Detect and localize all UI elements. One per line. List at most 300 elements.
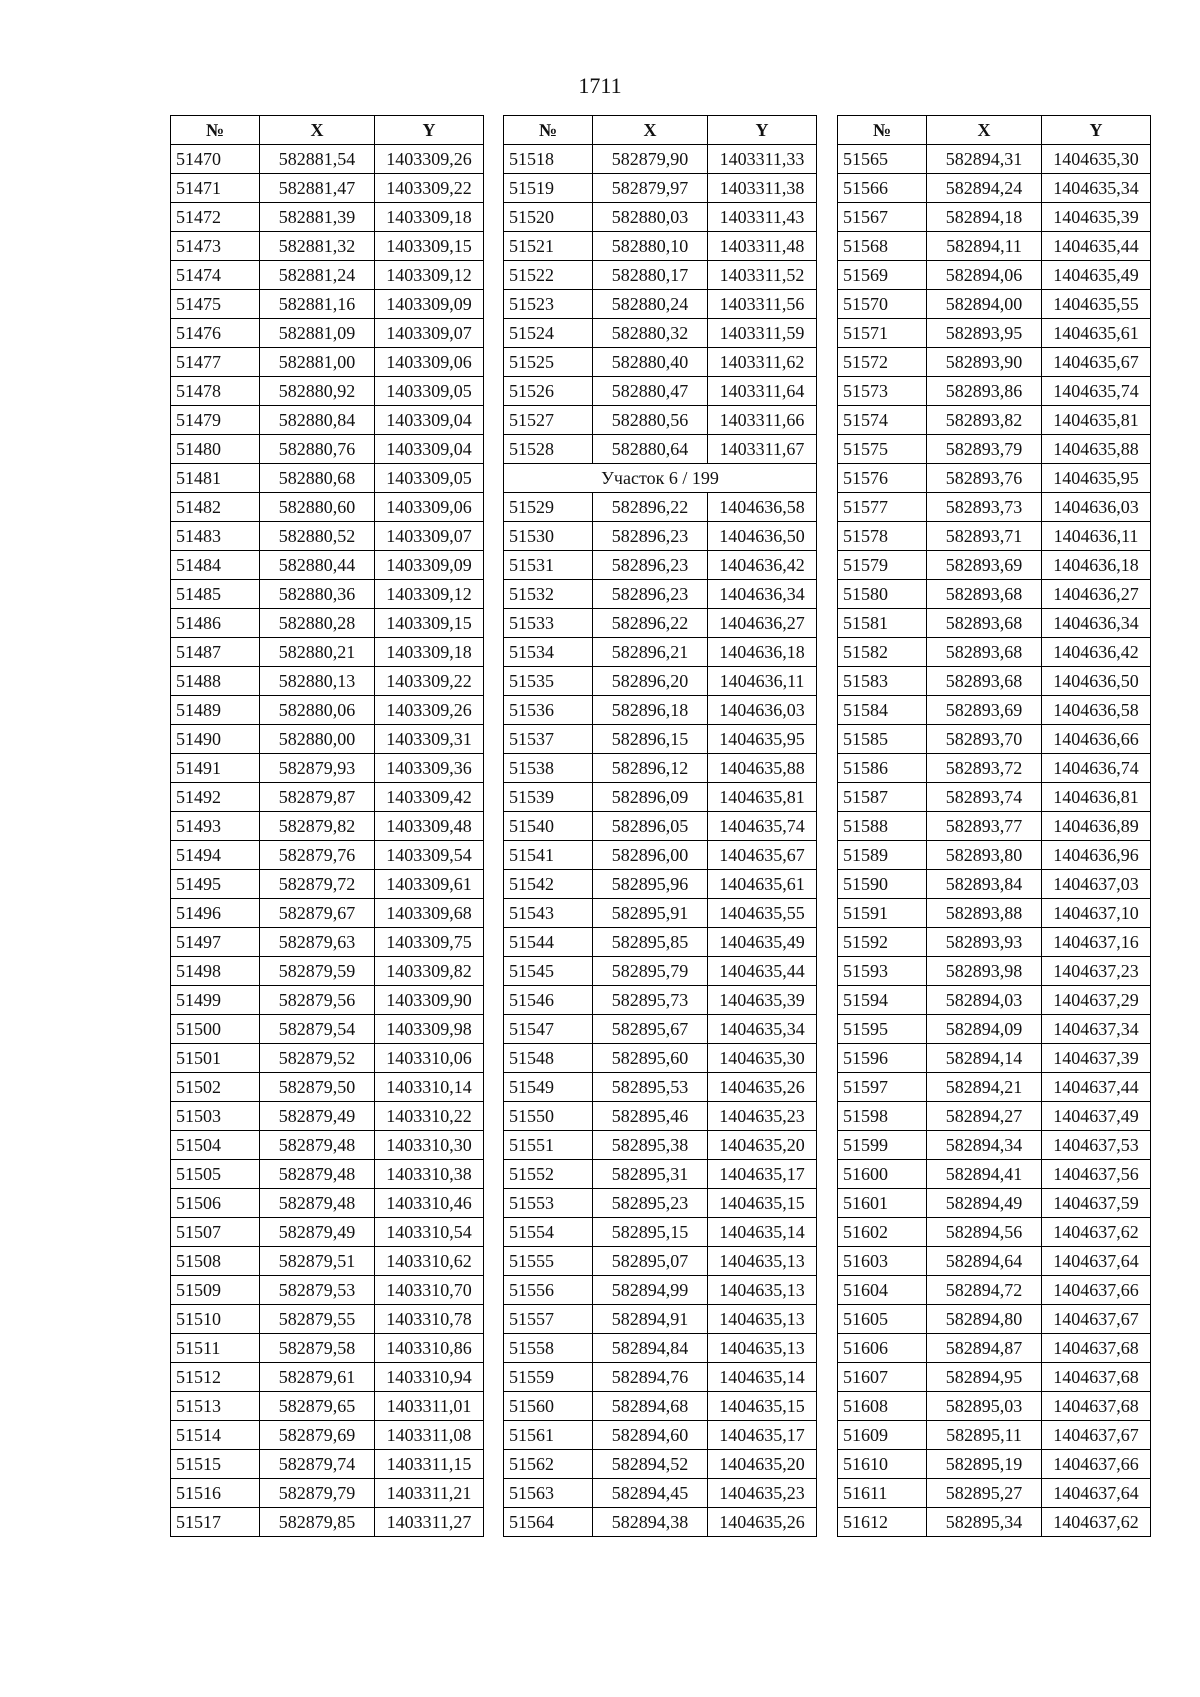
x-coordinate: 582893,68 — [927, 609, 1042, 638]
x-coordinate: 582894,52 — [593, 1450, 708, 1479]
x-coordinate: 582893,79 — [927, 435, 1042, 464]
header-row — [171, 116, 484, 145]
y-coordinate: 1404635,88 — [708, 754, 817, 783]
point-number: 51526 — [504, 377, 593, 406]
x-coordinate: 582879,85 — [260, 1508, 375, 1537]
y-coordinate: 1403310,06 — [375, 1044, 484, 1073]
table-row — [171, 1479, 484, 1508]
table-row — [504, 870, 817, 899]
table-row — [504, 696, 817, 725]
table-row — [171, 1102, 484, 1131]
point-number: 51580 — [838, 580, 927, 609]
x-coordinate: 582895,96 — [593, 870, 708, 899]
y-coordinate: 1404635,44 — [708, 957, 817, 986]
x-coordinate: 582881,47 — [260, 174, 375, 203]
x-coordinate: 582893,77 — [927, 812, 1042, 841]
y-coordinate: 1403309,09 — [375, 290, 484, 319]
x-coordinate: 582880,13 — [260, 667, 375, 696]
table-body — [838, 145, 1151, 1537]
point-number: 51538 — [504, 754, 593, 783]
header-y: Y — [1042, 116, 1151, 145]
y-coordinate: 1403309,15 — [375, 609, 484, 638]
y-coordinate: 1404635,15 — [708, 1392, 817, 1421]
page-number: 1711 — [578, 73, 622, 98]
x-coordinate: 582893,88 — [927, 899, 1042, 928]
point-number: 51505 — [171, 1160, 260, 1189]
x-coordinate: 582895,34 — [927, 1508, 1042, 1537]
table-row — [171, 1363, 484, 1392]
y-coordinate: 1403311,67 — [708, 435, 817, 464]
coordinate-table-2 — [503, 115, 817, 1537]
y-coordinate: 1404635,17 — [708, 1421, 817, 1450]
point-number: 51571 — [838, 319, 927, 348]
section-label: Участок 6 / 199 — [504, 464, 817, 493]
x-coordinate: 582895,60 — [593, 1044, 708, 1073]
x-coordinate: 582894,14 — [927, 1044, 1042, 1073]
y-coordinate: 1403310,94 — [375, 1363, 484, 1392]
y-coordinate: 1404636,03 — [708, 696, 817, 725]
x-coordinate: 582895,53 — [593, 1073, 708, 1102]
y-coordinate: 1404635,74 — [1042, 377, 1151, 406]
table-row — [838, 1392, 1151, 1421]
header-x: X — [927, 116, 1042, 145]
x-coordinate: 582893,82 — [927, 406, 1042, 435]
table-row — [171, 493, 484, 522]
table-row — [838, 899, 1151, 928]
x-coordinate: 582879,76 — [260, 841, 375, 870]
table-row — [504, 1247, 817, 1276]
y-coordinate: 1403310,86 — [375, 1334, 484, 1363]
y-coordinate: 1404636,58 — [708, 493, 817, 522]
table-row — [171, 1218, 484, 1247]
table-row — [171, 667, 484, 696]
section-row — [504, 464, 817, 493]
header-row — [504, 116, 817, 145]
coordinate-table-3 — [837, 115, 1151, 1537]
point-number: 51536 — [504, 696, 593, 725]
point-number: 51488 — [171, 667, 260, 696]
y-coordinate: 1403311,52 — [708, 261, 817, 290]
table-row — [171, 290, 484, 319]
point-number: 51569 — [838, 261, 927, 290]
y-coordinate: 1404637,67 — [1042, 1305, 1151, 1334]
point-number: 51495 — [171, 870, 260, 899]
y-coordinate: 1404637,68 — [1042, 1392, 1151, 1421]
y-coordinate: 1404637,16 — [1042, 928, 1151, 957]
point-number: 51591 — [838, 899, 927, 928]
point-number: 51520 — [504, 203, 593, 232]
y-coordinate: 1404637,64 — [1042, 1479, 1151, 1508]
point-number: 51521 — [504, 232, 593, 261]
point-number: 51500 — [171, 1015, 260, 1044]
x-coordinate: 582894,06 — [927, 261, 1042, 290]
x-coordinate: 582896,22 — [593, 609, 708, 638]
y-coordinate: 1404637,03 — [1042, 870, 1151, 899]
table-row — [838, 841, 1151, 870]
x-coordinate: 582879,58 — [260, 1334, 375, 1363]
table-row — [504, 232, 817, 261]
point-number: 51588 — [838, 812, 927, 841]
y-coordinate: 1404636,27 — [708, 609, 817, 638]
point-number: 51532 — [504, 580, 593, 609]
table-row — [171, 1160, 484, 1189]
y-coordinate: 1403310,54 — [375, 1218, 484, 1247]
table-row — [838, 493, 1151, 522]
y-coordinate: 1403309,26 — [375, 145, 484, 174]
y-coordinate: 1404637,56 — [1042, 1160, 1151, 1189]
table-row — [838, 928, 1151, 957]
point-number: 51550 — [504, 1102, 593, 1131]
x-coordinate: 582895,31 — [593, 1160, 708, 1189]
x-coordinate: 582881,54 — [260, 145, 375, 174]
header-x: X — [593, 116, 708, 145]
y-coordinate: 1403310,14 — [375, 1073, 484, 1102]
table-row — [838, 377, 1151, 406]
y-coordinate: 1403309,98 — [375, 1015, 484, 1044]
point-number: 51480 — [171, 435, 260, 464]
table-row — [838, 1044, 1151, 1073]
point-number: 51472 — [171, 203, 260, 232]
table-row — [171, 957, 484, 986]
point-number: 51572 — [838, 348, 927, 377]
table-row — [171, 638, 484, 667]
y-coordinate: 1403309,31 — [375, 725, 484, 754]
x-coordinate: 582894,09 — [927, 1015, 1042, 1044]
x-coordinate: 582894,87 — [927, 1334, 1042, 1363]
table-row — [838, 696, 1151, 725]
x-coordinate: 582879,67 — [260, 899, 375, 928]
table-row — [171, 899, 484, 928]
table-row — [171, 609, 484, 638]
table-row — [504, 1392, 817, 1421]
y-coordinate: 1403311,64 — [708, 377, 817, 406]
table-body — [171, 145, 484, 1537]
table-row — [838, 870, 1151, 899]
point-number: 51493 — [171, 812, 260, 841]
point-number: 51484 — [171, 551, 260, 580]
y-coordinate: 1403309,54 — [375, 841, 484, 870]
table-row — [504, 319, 817, 348]
y-coordinate: 1404635,30 — [1042, 145, 1151, 174]
header-x: X — [260, 116, 375, 145]
point-number: 51524 — [504, 319, 593, 348]
x-coordinate: 582880,52 — [260, 522, 375, 551]
table-row — [171, 812, 484, 841]
point-number: 51604 — [838, 1276, 927, 1305]
y-coordinate: 1404635,17 — [708, 1160, 817, 1189]
y-coordinate: 1404636,34 — [1042, 609, 1151, 638]
table-row — [171, 1044, 484, 1073]
table-row — [838, 1276, 1151, 1305]
y-coordinate: 1404635,49 — [708, 928, 817, 957]
table-row — [171, 1131, 484, 1160]
y-coordinate: 1404637,62 — [1042, 1218, 1151, 1247]
x-coordinate: 582893,72 — [927, 754, 1042, 783]
y-coordinate: 1404635,34 — [708, 1015, 817, 1044]
table-row — [838, 348, 1151, 377]
table-row — [838, 1363, 1151, 1392]
point-number: 51579 — [838, 551, 927, 580]
point-number: 51611 — [838, 1479, 927, 1508]
point-number: 51544 — [504, 928, 593, 957]
header-number: № — [838, 116, 927, 145]
point-number: 51605 — [838, 1305, 927, 1334]
point-number: 51529 — [504, 493, 593, 522]
y-coordinate: 1404636,50 — [708, 522, 817, 551]
y-coordinate: 1404636,34 — [708, 580, 817, 609]
point-number: 51596 — [838, 1044, 927, 1073]
y-coordinate: 1403310,46 — [375, 1189, 484, 1218]
table-row — [504, 1189, 817, 1218]
x-coordinate: 582879,59 — [260, 957, 375, 986]
x-coordinate: 582894,76 — [593, 1363, 708, 1392]
y-coordinate: 1403311,01 — [375, 1392, 484, 1421]
x-coordinate: 582896,21 — [593, 638, 708, 667]
x-coordinate: 582879,49 — [260, 1218, 375, 1247]
y-coordinate: 1403310,22 — [375, 1102, 484, 1131]
x-coordinate: 582879,87 — [260, 783, 375, 812]
point-number: 51557 — [504, 1305, 593, 1334]
y-coordinate: 1403309,04 — [375, 435, 484, 464]
table-row — [171, 1392, 484, 1421]
point-number: 51542 — [504, 870, 593, 899]
y-coordinate: 1404637,64 — [1042, 1247, 1151, 1276]
point-number: 51492 — [171, 783, 260, 812]
table-row — [838, 145, 1151, 174]
x-coordinate: 582896,18 — [593, 696, 708, 725]
coordinate-table-1 — [170, 115, 484, 1537]
x-coordinate: 582894,68 — [593, 1392, 708, 1421]
y-coordinate: 1404635,44 — [1042, 232, 1151, 261]
table-row — [504, 290, 817, 319]
table-row — [504, 377, 817, 406]
point-number: 51585 — [838, 725, 927, 754]
y-coordinate: 1404637,66 — [1042, 1276, 1151, 1305]
point-number: 51565 — [838, 145, 927, 174]
table-row — [838, 1479, 1151, 1508]
table-row — [838, 406, 1151, 435]
x-coordinate: 582894,45 — [593, 1479, 708, 1508]
x-coordinate: 582896,12 — [593, 754, 708, 783]
point-number: 51475 — [171, 290, 260, 319]
table-row — [838, 667, 1151, 696]
table-row — [504, 841, 817, 870]
table-row — [171, 261, 484, 290]
x-coordinate: 582893,69 — [927, 551, 1042, 580]
y-coordinate: 1404635,95 — [1042, 464, 1151, 493]
x-coordinate: 582893,68 — [927, 580, 1042, 609]
point-number: 51573 — [838, 377, 927, 406]
point-number: 51514 — [171, 1421, 260, 1450]
x-coordinate: 582880,76 — [260, 435, 375, 464]
point-number: 51525 — [504, 348, 593, 377]
y-coordinate: 1404635,13 — [708, 1305, 817, 1334]
x-coordinate: 582881,32 — [260, 232, 375, 261]
point-number: 51549 — [504, 1073, 593, 1102]
y-coordinate: 1403309,75 — [375, 928, 484, 957]
y-coordinate: 1403311,59 — [708, 319, 817, 348]
x-coordinate: 582879,52 — [260, 1044, 375, 1073]
x-coordinate: 582895,15 — [593, 1218, 708, 1247]
table-row — [838, 1102, 1151, 1131]
y-coordinate: 1404635,34 — [1042, 174, 1151, 203]
table-row — [838, 1160, 1151, 1189]
y-coordinate: 1403309,06 — [375, 493, 484, 522]
x-coordinate: 582893,68 — [927, 667, 1042, 696]
x-coordinate: 582880,17 — [593, 261, 708, 290]
y-coordinate: 1404635,26 — [708, 1508, 817, 1537]
table-row — [171, 551, 484, 580]
x-coordinate: 582881,16 — [260, 290, 375, 319]
y-coordinate: 1403309,22 — [375, 667, 484, 696]
table-row — [504, 1160, 817, 1189]
table-row — [838, 551, 1151, 580]
x-coordinate: 582879,49 — [260, 1102, 375, 1131]
y-coordinate: 1403311,48 — [708, 232, 817, 261]
point-number: 51487 — [171, 638, 260, 667]
table-row — [504, 1073, 817, 1102]
point-number: 51490 — [171, 725, 260, 754]
table-row — [838, 1131, 1151, 1160]
x-coordinate: 582895,73 — [593, 986, 708, 1015]
table-row — [504, 493, 817, 522]
y-coordinate: 1403309,82 — [375, 957, 484, 986]
y-coordinate: 1404636,11 — [708, 667, 817, 696]
table-row — [838, 783, 1151, 812]
x-coordinate: 582879,82 — [260, 812, 375, 841]
table-row — [171, 870, 484, 899]
point-number: 51597 — [838, 1073, 927, 1102]
point-number: 51496 — [171, 899, 260, 928]
table-row — [838, 812, 1151, 841]
table-row — [504, 609, 817, 638]
x-coordinate: 582896,15 — [593, 725, 708, 754]
y-coordinate: 1404636,18 — [708, 638, 817, 667]
table-row — [504, 1421, 817, 1450]
point-number: 51539 — [504, 783, 593, 812]
y-coordinate: 1403309,12 — [375, 580, 484, 609]
y-coordinate: 1404635,39 — [708, 986, 817, 1015]
header-row — [838, 116, 1151, 145]
point-number: 51552 — [504, 1160, 593, 1189]
point-number: 51513 — [171, 1392, 260, 1421]
table-row — [838, 1508, 1151, 1537]
table-row — [838, 638, 1151, 667]
y-coordinate: 1404635,67 — [1042, 348, 1151, 377]
table-row — [838, 1189, 1151, 1218]
y-coordinate: 1404637,68 — [1042, 1363, 1151, 1392]
y-coordinate: 1403311,56 — [708, 290, 817, 319]
point-number: 51481 — [171, 464, 260, 493]
y-coordinate: 1403310,70 — [375, 1276, 484, 1305]
y-coordinate: 1404636,96 — [1042, 841, 1151, 870]
point-number: 51560 — [504, 1392, 593, 1421]
y-coordinate: 1404635,15 — [708, 1189, 817, 1218]
x-coordinate: 582879,48 — [260, 1131, 375, 1160]
x-coordinate: 582894,03 — [927, 986, 1042, 1015]
x-coordinate: 582894,84 — [593, 1334, 708, 1363]
x-coordinate: 582880,10 — [593, 232, 708, 261]
x-coordinate: 582879,65 — [260, 1392, 375, 1421]
y-coordinate: 1404635,55 — [1042, 290, 1151, 319]
table-row — [504, 928, 817, 957]
point-number: 51540 — [504, 812, 593, 841]
table-row — [838, 435, 1151, 464]
x-coordinate: 582895,79 — [593, 957, 708, 986]
table-row — [171, 319, 484, 348]
x-coordinate: 582894,34 — [927, 1131, 1042, 1160]
point-number: 51522 — [504, 261, 593, 290]
x-coordinate: 582893,68 — [927, 638, 1042, 667]
x-coordinate: 582895,23 — [593, 1189, 708, 1218]
y-coordinate: 1404636,18 — [1042, 551, 1151, 580]
x-coordinate: 582895,19 — [927, 1450, 1042, 1479]
x-coordinate: 582880,47 — [593, 377, 708, 406]
x-coordinate: 582893,74 — [927, 783, 1042, 812]
y-coordinate: 1404636,74 — [1042, 754, 1151, 783]
table-row — [504, 522, 817, 551]
point-number: 51612 — [838, 1508, 927, 1537]
table-row — [504, 261, 817, 290]
table-row — [171, 203, 484, 232]
table-row — [838, 1305, 1151, 1334]
table-row — [504, 1015, 817, 1044]
table-row — [504, 1218, 817, 1247]
point-number: 51547 — [504, 1015, 593, 1044]
point-number: 51609 — [838, 1421, 927, 1450]
point-number: 51546 — [504, 986, 593, 1015]
point-number: 51502 — [171, 1073, 260, 1102]
table-row — [171, 377, 484, 406]
table-row — [504, 551, 817, 580]
point-number: 51599 — [838, 1131, 927, 1160]
x-coordinate: 582880,40 — [593, 348, 708, 377]
x-coordinate: 582879,97 — [593, 174, 708, 203]
table-body — [504, 145, 817, 1537]
table-row — [504, 1305, 817, 1334]
x-coordinate: 582879,69 — [260, 1421, 375, 1450]
point-number: 51504 — [171, 1131, 260, 1160]
table-row — [171, 1189, 484, 1218]
point-number: 51528 — [504, 435, 593, 464]
y-coordinate: 1404635,13 — [708, 1276, 817, 1305]
x-coordinate: 582881,00 — [260, 348, 375, 377]
x-coordinate: 582879,56 — [260, 986, 375, 1015]
y-coordinate: 1404636,58 — [1042, 696, 1151, 725]
y-coordinate: 1404637,29 — [1042, 986, 1151, 1015]
x-coordinate: 582879,72 — [260, 870, 375, 899]
y-coordinate: 1403311,08 — [375, 1421, 484, 1450]
x-coordinate: 582895,07 — [593, 1247, 708, 1276]
y-coordinate: 1404636,42 — [1042, 638, 1151, 667]
x-coordinate: 582879,90 — [593, 145, 708, 174]
y-coordinate: 1403310,78 — [375, 1305, 484, 1334]
table-row — [838, 203, 1151, 232]
x-coordinate: 582879,48 — [260, 1160, 375, 1189]
point-number: 51593 — [838, 957, 927, 986]
table-row — [171, 464, 484, 493]
x-coordinate: 582894,99 — [593, 1276, 708, 1305]
y-coordinate: 1403309,07 — [375, 319, 484, 348]
table-row — [504, 986, 817, 1015]
table-row — [504, 174, 817, 203]
point-number: 51482 — [171, 493, 260, 522]
point-number: 51586 — [838, 754, 927, 783]
point-number: 51497 — [171, 928, 260, 957]
table-row — [171, 1073, 484, 1102]
point-number: 51576 — [838, 464, 927, 493]
point-number: 51584 — [838, 696, 927, 725]
